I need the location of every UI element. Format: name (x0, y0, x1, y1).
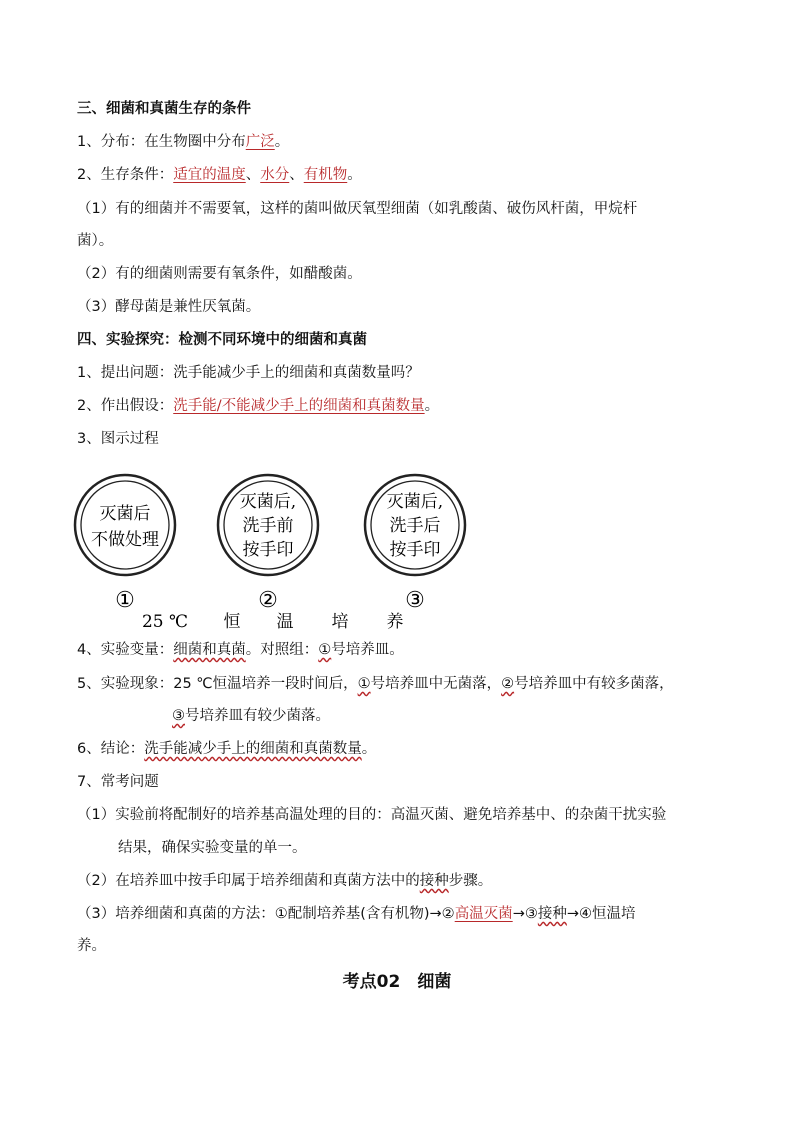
paragraph-anaerobic-b: 菌）。 (77, 233, 114, 249)
text: 5、实验现象：25 ℃恒温培养一段时间后， (77, 676, 358, 692)
dish-2-line-3: 按手印 (242, 540, 294, 560)
text: 、 (289, 167, 304, 183)
paragraph-diagram-title: 3、图示过程 (77, 431, 159, 447)
petri-dish-2 (218, 475, 318, 613)
text: →③ (512, 906, 538, 922)
petri-dish-3 (365, 475, 465, 613)
section-3-heading: 三、细菌和真菌生存的条件 (77, 101, 251, 117)
answer-blank: 细菌和真菌 (173, 642, 246, 658)
text: 。 (424, 398, 440, 414)
dish-1-label: ① (115, 588, 135, 613)
caption-temperature: 25 ℃ (141, 612, 189, 632)
paragraph-question: 1、提出问题：洗手能减少手上的细菌和真菌数量吗？ (77, 365, 420, 381)
paragraph-q7-1a: （1）实验前将配制好的培养基高温处理的目的：高温灭菌、避免培养基中、的杂菌干扰实验 (77, 807, 667, 823)
text: 6、结论： (77, 741, 145, 757)
answer-blank: ② (501, 676, 515, 692)
text: 、 (245, 167, 261, 183)
text: 2、生存条件： (77, 167, 174, 183)
paragraph-q7-1b: 结果，确保实验变量的单一。 (118, 840, 307, 856)
text: 号培养皿有较少菌落。 (185, 708, 330, 724)
caption-char: 养 (386, 612, 404, 632)
paragraph-q7-2 (77, 871, 492, 891)
answer-blank: 高温灭菌 (454, 906, 513, 922)
dish-3-line-2: 洗手后 (389, 516, 441, 536)
paragraph-distribution (77, 132, 289, 152)
text: （3）培养细菌和真菌的方法：①配制培养基(含有机物)→② (77, 906, 455, 922)
paragraph-q7-3a (77, 904, 636, 924)
answer-blank: 洗手能/不能减少手上的细菌和真菌数量 (173, 398, 425, 414)
paragraph-q7-3b: 养。 (77, 938, 106, 954)
paragraph-yeast: （3）酵母菌是兼性厌氧菌。 (77, 299, 261, 315)
section-4-heading: 四、实验探究：检测不同环境中的细菌和真菌 (77, 332, 367, 348)
answer-blank: 洗手能减少手上的细菌和真菌数量 (144, 741, 362, 757)
paragraph-phenomenon-a (77, 674, 674, 694)
petri-dish-diagram (60, 465, 500, 635)
petri-dish-1 (75, 475, 175, 613)
dish-3-line-3: 按手印 (389, 540, 441, 560)
answer-blank: 广泛 (245, 134, 275, 150)
paragraph-hypothesis (77, 396, 439, 416)
answer-blank: 水分 (260, 167, 290, 183)
answer-blank: ③ (172, 708, 185, 724)
dish-3-line-1: 灭菌后, (386, 492, 444, 512)
dish-1-line-1: 灭菌后 (99, 504, 151, 524)
answer-blank: ① (318, 642, 332, 658)
text: →④恒温培 (566, 906, 636, 922)
paragraph-aerobic: （2）有的细菌则需要有氧条件，如醋酸菌。 (77, 266, 362, 282)
paragraph-variable (77, 640, 404, 660)
text: 2、作出假设： (77, 398, 174, 414)
text: 。 (347, 167, 362, 183)
text: 。 (361, 741, 377, 757)
paragraph-conclusion (77, 739, 376, 759)
dish-2-line-2: 洗手前 (242, 516, 294, 536)
paragraph-anaerobic-a: （1）有的细菌并不需要氧，这样的菌叫做厌氧型细菌（如乳酸菌、破伤风杆菌，甲烷杆 (77, 201, 638, 217)
dish-1-line-2: 不做处理 (91, 530, 159, 550)
caption-char: 培 (331, 612, 349, 632)
text: 。对照组： (245, 642, 319, 658)
text: 1、分布：在生物圈中分布 (77, 134, 246, 150)
text: 步骤。 (448, 873, 493, 889)
dish-2-line-1: 灭菌后, (239, 492, 297, 512)
text: 。 (274, 134, 290, 150)
paragraph-conditions (77, 165, 362, 185)
text: （2）在培养皿中按手印属于培养细菌和真菌方法中的 (77, 873, 420, 889)
paragraph-common-questions: 7、常考问题 (77, 774, 159, 790)
answer-blank: 接种 (419, 873, 449, 889)
caption-char: 恒 (223, 612, 241, 632)
text: 号培养皿中无菌落， (370, 676, 502, 692)
answer-blank: 适宜的温度 (173, 167, 246, 183)
text: 号培养皿中有较多菌落， (514, 676, 674, 692)
paragraph-phenomenon-b (172, 706, 330, 726)
caption-char: 温 (276, 612, 294, 632)
answer-blank: ① (357, 676, 371, 692)
diagram-caption (142, 612, 404, 632)
section-title-kaodian-02: 考点02 细菌 (342, 972, 452, 992)
dish-3-label: ③ (405, 588, 425, 613)
text: 号培养皿。 (331, 642, 404, 658)
text: 4、实验变量： (77, 642, 174, 658)
answer-blank: 接种 (537, 906, 567, 922)
dish-2-label: ② (258, 588, 278, 613)
answer-blank: 有机物 (303, 167, 348, 183)
